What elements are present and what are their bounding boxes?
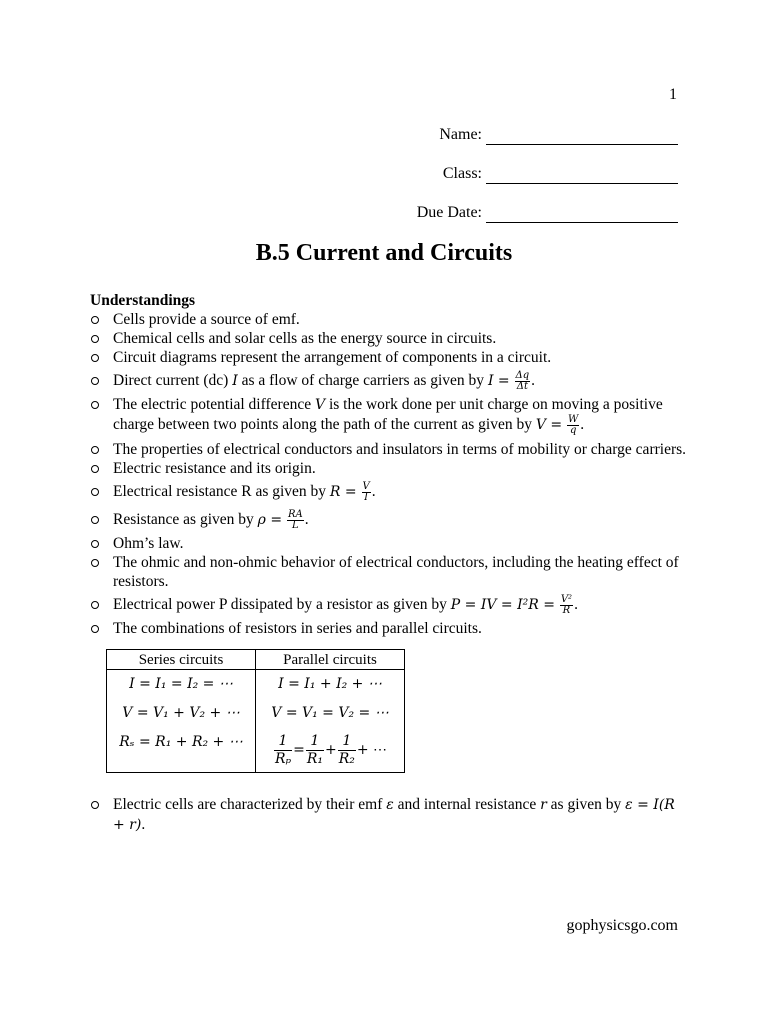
- list-item: Direct current (dc) I as a flow of charge carriers as given by I = $\frac{\Delta q}{\Delta t}$ .: [90, 367, 690, 395]
- denominator: I: [362, 492, 371, 503]
- item-text: The ohmic and non-ohmic behavior of electrical conductors, including the heating effect of resistors.: [113, 554, 679, 590]
- table-row: [107, 670, 405, 773]
- column-header-series: Series circuits: [107, 650, 256, 670]
- table-header-row: [107, 650, 405, 670]
- bullet-icon: [91, 446, 99, 454]
- page-number: 1: [669, 86, 677, 103]
- fraction: [362, 482, 371, 503]
- item-text: Electric cells are characterized by their emf: [113, 796, 387, 813]
- bullet-icon: [91, 401, 99, 409]
- list-item: [90, 348, 690, 367]
- bullet-icon: [91, 601, 99, 609]
- fraction: [274, 733, 292, 768]
- bullet-icon: [91, 465, 99, 473]
- bullet-icon: [91, 516, 99, 524]
- item-text: The properties of electrical conductors and insulators in terms of mobility or charge carriers.: [113, 441, 687, 458]
- item-text: The electric potential difference: [113, 396, 315, 413]
- item-text: Circuit diagrams represent the arrangement of components in a circuit.: [113, 349, 552, 366]
- parallel-current-formula: I = I₁ + I₂ + ⋯: [278, 676, 382, 692]
- list-item: [90, 459, 690, 478]
- section-title: Understandings: [90, 292, 196, 309]
- fraction: [287, 510, 304, 531]
- denominator: L: [287, 520, 304, 531]
- denominator: R₁: [306, 750, 323, 767]
- formula-lhs: I =: [487, 373, 510, 389]
- ellipsis-term: + ⋯: [356, 741, 388, 758]
- item-text: Ohm’s law.: [113, 535, 184, 552]
- bullet-icon: [91, 540, 99, 548]
- name-blank-line[interactable]: [486, 126, 678, 145]
- formula: ε = I(R + r): [113, 797, 675, 833]
- class-blank-line[interactable]: [486, 165, 678, 184]
- list-item: [90, 310, 690, 329]
- denominator: R: [560, 605, 573, 616]
- item-text: .: [141, 816, 146, 833]
- formula-lhs: V =: [535, 417, 563, 434]
- item-text: Chemical cells and solar cells as the energy source in circuits.: [113, 330, 497, 347]
- due-date-row: [417, 204, 678, 243]
- list-item: The electric potential difference V is the work done per unit charge on moving a positive charge between two points along the path of the current as given by V = $\frac{W}{q}$ .: [90, 395, 690, 436]
- list-item: Electrical resistance R as given by R = $\frac{V}{I}$ .: [90, 478, 690, 506]
- list-item: [90, 329, 690, 348]
- list-item: [90, 534, 690, 553]
- item-text: The combinations of resistors in series and parallel circuits.: [113, 620, 482, 637]
- class-row: [417, 165, 678, 204]
- series-voltage-formula: V = V₁ + V₂ + ⋯: [122, 705, 240, 721]
- item-text: Electric resistance and its origin.: [113, 460, 316, 477]
- bullet-icon: [91, 559, 99, 567]
- plus-sign: +: [324, 741, 337, 758]
- numerator: W: [568, 414, 579, 425]
- fraction: [515, 371, 531, 392]
- numerator: 1: [278, 732, 288, 749]
- item-text: Electrical resistance R as given by: [113, 483, 330, 500]
- name-row: [417, 126, 678, 165]
- formula-lhs: P = IV = I²R =: [450, 597, 555, 613]
- bullet-icon: [91, 316, 99, 324]
- numerator: RA: [287, 508, 303, 520]
- numerator: 1: [310, 732, 320, 749]
- list-item: Electrical power P dissipated by a resistor as given by P = IV = I²R = $\frac{\text{V²}}{R}$ .: [90, 591, 690, 619]
- item-text: is the work done per unit charge on moving a positive charge between two points along the path of the current as given by: [113, 396, 663, 434]
- list-item: [90, 619, 690, 638]
- bullet-icon: [91, 625, 99, 633]
- student-info-form: [417, 126, 678, 243]
- formula-lhs: R =: [329, 484, 357, 500]
- math-variable: I: [232, 373, 238, 389]
- item-text: Cells provide a source of emf.: [113, 311, 300, 328]
- fraction: [338, 733, 356, 768]
- column-header-parallel: Parallel circuits: [256, 650, 405, 670]
- item-text: Resistance as given by: [113, 511, 258, 528]
- due-date-label: Due Date:: [416, 204, 482, 221]
- parallel-voltage-formula: V = V₁ = V₂ = ⋯: [271, 705, 389, 721]
- item-text: Direct current (dc): [113, 372, 233, 389]
- bullet-icon: [91, 377, 99, 385]
- numerator: Δq: [515, 369, 530, 381]
- denominator: R₂: [338, 750, 355, 767]
- list-item: [90, 440, 690, 459]
- understandings-list-continued: [90, 795, 690, 835]
- bullet-icon: [91, 354, 99, 362]
- understandings-list: [90, 310, 690, 638]
- fraction: [560, 595, 573, 616]
- numerator: V²: [560, 593, 573, 605]
- page-title: B.5 Current and Circuits: [255, 240, 513, 266]
- item-text: as given by: [546, 796, 626, 813]
- bullet-icon: [91, 801, 99, 809]
- list-item: Resistance as given by ρ = $\frac{RA}{L}$ .: [90, 506, 690, 534]
- denominator: q: [567, 425, 579, 436]
- item-text: Electrical power P dissipated by a resistor as given by: [113, 596, 451, 613]
- fraction: [567, 415, 579, 436]
- formula-lhs: ρ =: [257, 512, 283, 528]
- math-variable: V: [314, 397, 326, 413]
- item-text: and internal resistance: [393, 796, 541, 813]
- math-variable: ε: [386, 797, 394, 813]
- equals-sign: =: [293, 741, 305, 758]
- class-label: Class:: [442, 165, 482, 182]
- due-date-blank-line[interactable]: [486, 204, 678, 223]
- series-resistance-formula: Rₛ = R₁ + R₂ + ⋯: [119, 734, 243, 750]
- math-variable: r: [540, 797, 547, 813]
- footer-website: gophysicsgo.com: [566, 917, 678, 934]
- numerator: V: [362, 480, 370, 492]
- denominator: Δt: [515, 381, 531, 392]
- parallel-formulas-cell: [256, 670, 405, 773]
- parallel-resistance-formula: [262, 728, 398, 772]
- list-item: [90, 795, 690, 835]
- name-label: Name:: [439, 126, 482, 143]
- bullet-icon: [91, 488, 99, 496]
- circuits-comparison-table: [106, 649, 405, 773]
- list-item: [90, 553, 690, 591]
- understandings-section: [90, 291, 690, 835]
- denominator: Rₚ: [274, 750, 292, 767]
- fraction: [306, 733, 324, 768]
- bullet-icon: [91, 335, 99, 343]
- series-current-formula: I = I₁ = I₂ = ⋯: [129, 676, 233, 692]
- item-text: as a flow of charge carriers as given by: [237, 372, 488, 389]
- series-formulas-cell: [107, 670, 256, 773]
- numerator: 1: [342, 732, 352, 749]
